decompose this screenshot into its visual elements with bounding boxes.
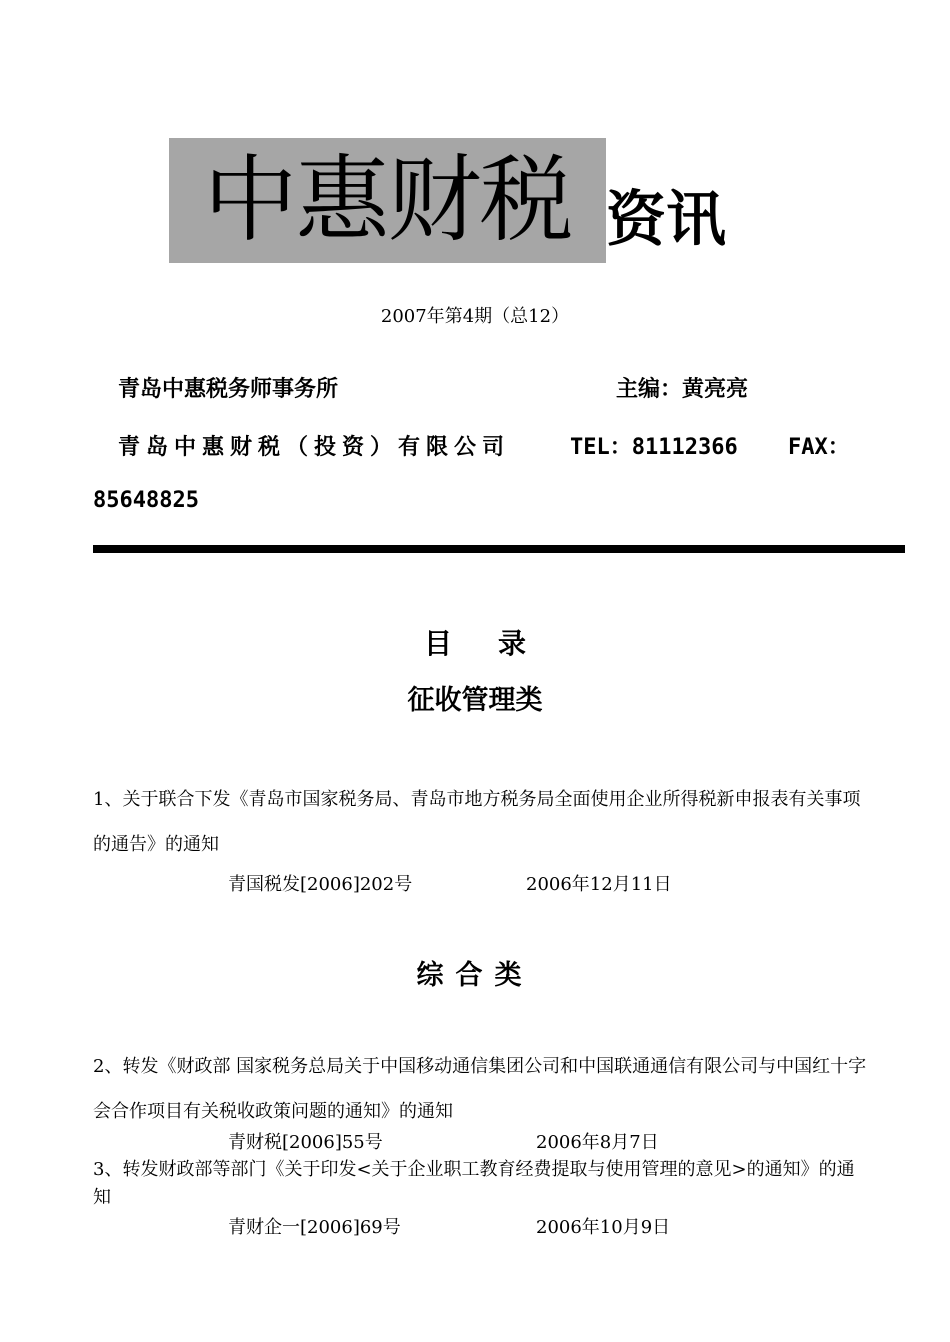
doc-date: 2006年12月11日 [526,874,672,895]
masthead-subtitle: 资讯 [606,185,726,255]
toc-title-right: 录 [498,627,527,660]
publisher-editor: 主编：黄亮亮 [616,377,749,402]
doc-date: 2006年8月7日 [536,1132,659,1153]
publisher-fax-label: FAX： [788,435,850,460]
doc-number: 青财税[2006]55号 [228,1132,383,1153]
list-item[interactable]: 3、转发财政部等部门《关于印发<关于企业职工教育经费提取与使用管理的意见>的通知》的通知 [93,1159,855,1208]
masthead-title: 中惠财税 [203,146,572,255]
doc-date: 2006年10月9日 [536,1217,671,1238]
list-item[interactable]: 1、关于联合下发《青岛市国家税务局、青岛市地方税务局全面使用企业所得税新申报表有关事项的通告》的通知 [93,789,861,855]
section-title: 综合类 [416,960,534,991]
doc-number: 青财企一[2006]69号 [228,1217,401,1238]
publisher-firm: 青岛中惠税务师事务所 [118,377,339,402]
divider-rule [93,545,905,553]
section-title: 征收管理类 [407,685,543,716]
toc-title [0,622,950,662]
publisher-tel: TEL：81112366 [570,435,738,460]
toc-title-left: 目 [423,627,452,660]
publisher-company: 青岛中惠财税（投资）有限公司 [118,435,511,460]
list-item[interactable]: 2、转发《财政部 国家税务总局关于中国移动通信集团公司和中国联通通信有限公司与中国红十字会合作项目有关税收政策问题的通知》的通知 [93,1056,867,1122]
publisher-fax-number: 85648825 [93,488,199,513]
issue-number: 2007年第4期（总12） [380,306,570,327]
doc-number: 青国税发[2006]202号 [228,874,413,895]
